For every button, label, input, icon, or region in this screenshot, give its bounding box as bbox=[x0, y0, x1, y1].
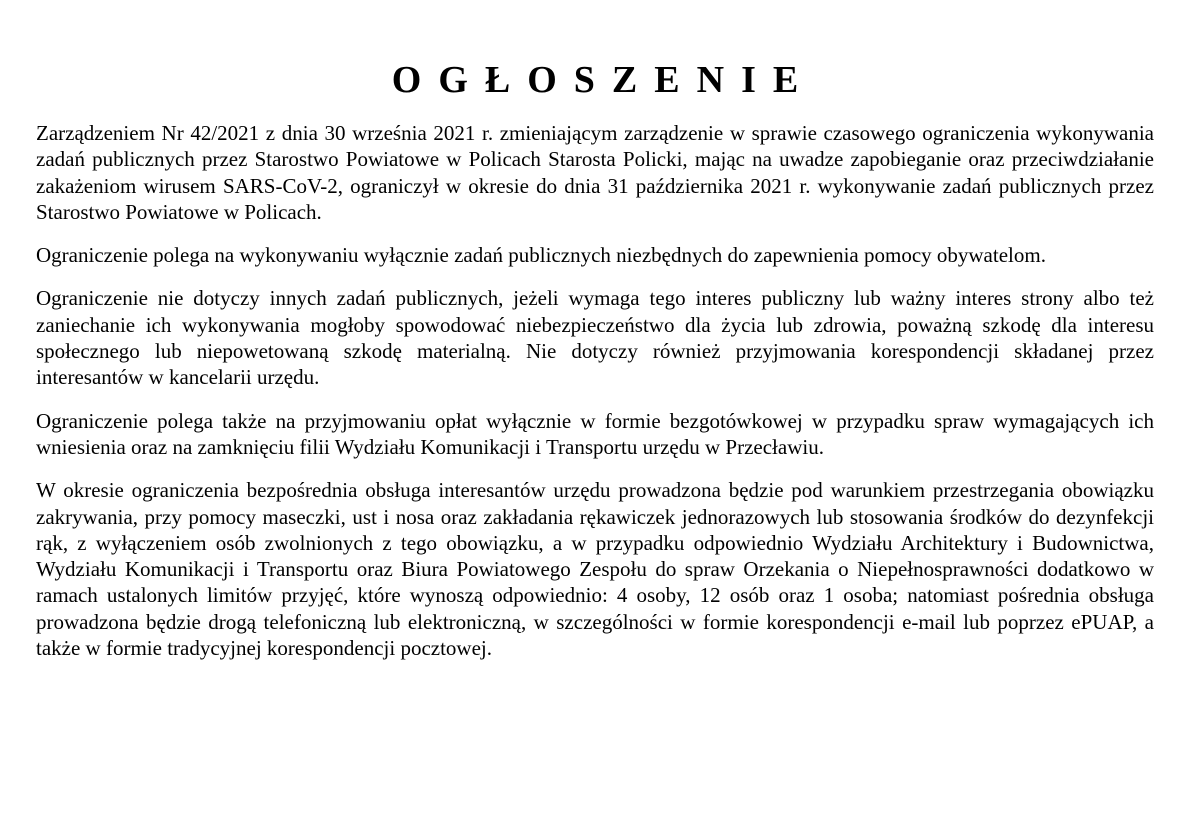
paragraph-customer-service: W okresie ograniczenia bezpośrednia obsługa interesantów urzędu prowadzona będzie pod warunkiem przestrzegania obowiązku zakrywania, przy pomocy maseczki, ust i nosa oraz zakładania rękawiczek jednorazowych lub stosowania środków do dezynfekcji rąk, z wyłączeniem osób zwolnionych z tego obowiązku, a w przypadku odpowiednio Wydziału Architektury i Budownictwa, Wydziału Komunikacji i Transportu oraz Biura Powiatowego Zespołu do spraw Orzekania o Niepełnosprawności dodatkowo w ramach ustalonych limitów przyjęć, które wynoszą odpowiednio: 4 osoby, 12 osób oraz 1 osoba; natomiast pośrednia obsługa prowadzona będzie drogą telefoniczną lub elektroniczną, w szczególności w formie korespondencji e-mail lub poprzez ePUAP, a także w formie tradycyjnej korespondencji pocztowej. bbox=[36, 478, 1154, 661]
paragraph-payments: Ograniczenie polega także na przyjmowaniu opłat wyłącznie w formie bezgotówkowej w przypadku spraw wymagających ich wniesienia oraz na zamknięciu filii Wydziału Komunikacji i Transportu urzędu w Przecławiu. bbox=[36, 408, 1154, 459]
paragraph-limitation-scope: Ograniczenie polega na wykonywaniu wyłącznie zadań publicznych niezbędnych do zapewnienia pomocy obywatelom. bbox=[36, 243, 1046, 268]
announcement-page bbox=[36, 54, 1154, 661]
paragraph-ordinance: Zarządzeniem Nr 42/2021 z dnia 30 września 2021 r. zmieniającym zarządzenie w sprawie czasowego ograniczenia wykonywania zadań publicznych przez Starostwo Powiatowe w Policach Starosta Policki, mając na uwadze zapobieganie oraz przeciwdziałanie zakażeniom wirusem SARS-CoV-2, ograniczył w okresie do dnia 31 października 2021 r. wykonywanie zadań publicznych przez Starostwo Powiatowe w Policach. bbox=[36, 121, 1154, 224]
paragraph-exceptions: Ograniczenie nie dotyczy innych zadań publicznych, jeżeli wymaga tego interes publiczny lub ważny interes strony albo też zaniechanie ich wykonywania mogłoby spowodować niebezpieczeństwo dla życia lub zdrowia, poważną szkodę dla interesu społecznego lub niepowetowaną szkodę materialną. Nie dotyczy również przyjmowania korespondencji składanej przez interesantów w kancelarii urzędu. bbox=[36, 286, 1154, 390]
announcement-title: OGŁOSZENIE bbox=[391, 59, 816, 101]
